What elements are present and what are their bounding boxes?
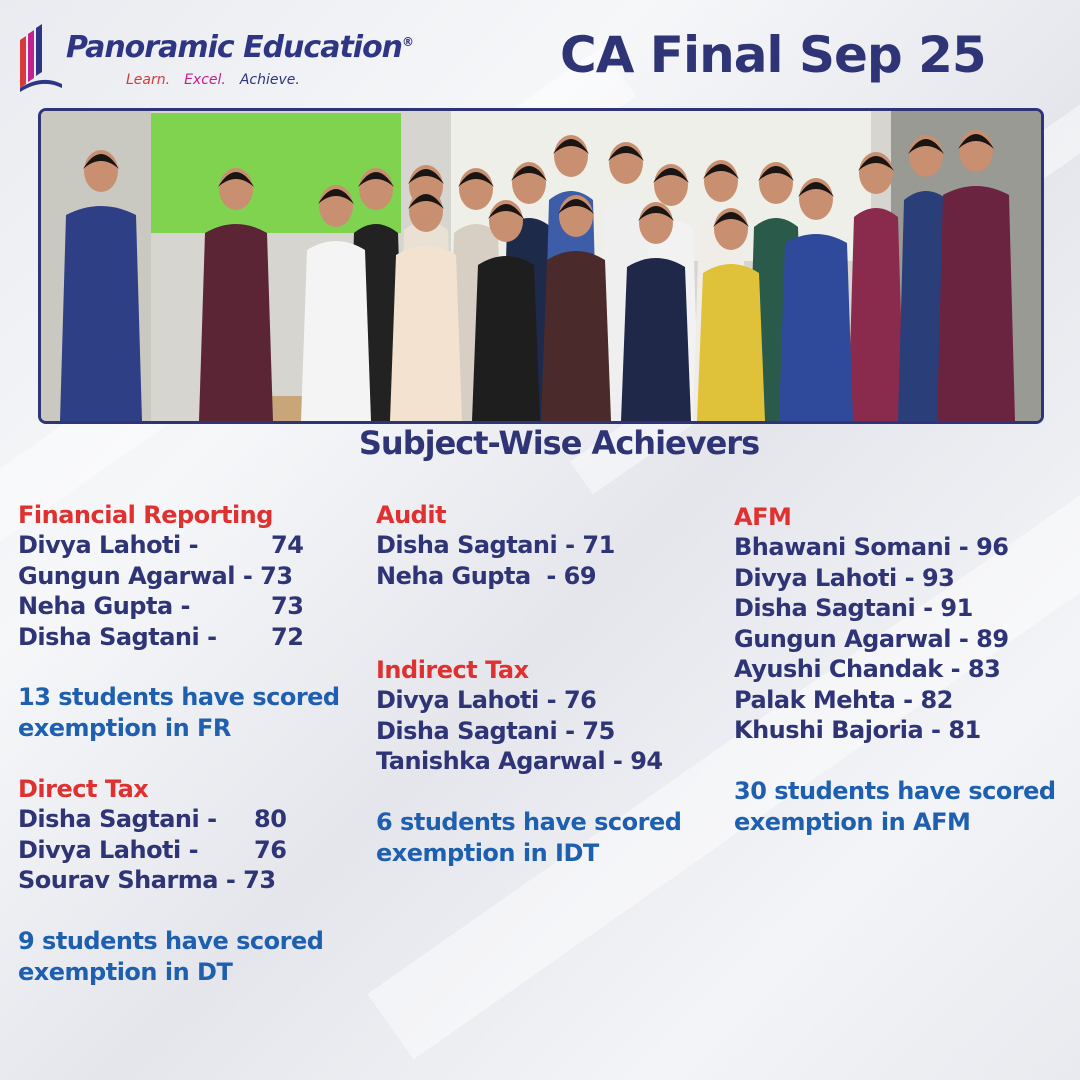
achiever-row: Neha Gupta - 73 bbox=[18, 592, 304, 620]
achiever-row: Tanishka Agarwal - 94 bbox=[376, 747, 663, 775]
achiever-row: Bhawani Somani - 96 bbox=[734, 533, 1009, 561]
achiever-row: Disha Sagtani - 71 bbox=[376, 531, 615, 559]
achiever-row: Divya Lahoti - 76 bbox=[18, 835, 287, 864]
achiever-row: Sourav Sharma - 73 bbox=[18, 866, 276, 894]
achiever-row: Disha Sagtani - 91 bbox=[734, 594, 973, 622]
section-heading: Subject-Wise Achievers bbox=[358, 424, 760, 462]
achiever-row: Khushi Bajoria - 81 bbox=[734, 716, 981, 744]
achiever-row: Divya Lahoti - 76 bbox=[376, 686, 597, 714]
exemption-note-idt: 6 students have scored exemption in IDT bbox=[376, 807, 682, 867]
section-title-audit: Audit bbox=[376, 501, 447, 529]
achiever-row: Disha Sagtani - 80 bbox=[18, 805, 287, 833]
achiever-row: Ayushi Chandak - 83 bbox=[734, 655, 1001, 683]
achiever-row: Disha Sagtani - 75 bbox=[376, 716, 615, 745]
column-right bbox=[734, 502, 1074, 838]
section-title-fr: Financial Reporting bbox=[18, 501, 273, 529]
achiever-row: Disha Sagtani - 72 bbox=[18, 622, 304, 651]
book-stack-icon bbox=[16, 22, 64, 94]
brand-name: Panoramic Education® bbox=[66, 30, 414, 65]
column-middle bbox=[376, 500, 716, 869]
section-title-dt: Direct Tax bbox=[18, 775, 149, 803]
group-photo bbox=[38, 108, 1044, 424]
exemption-note-fr: 13 students have scored exemption in FR bbox=[18, 683, 340, 742]
achiever-row: Gungun Agarwal - 73 bbox=[18, 561, 293, 590]
page-title: CA Final Sep 25 bbox=[560, 26, 986, 84]
achiever-row: Gungun Agarwal - 89 bbox=[734, 624, 1009, 653]
achiever-row: Neha Gupta - 69 bbox=[376, 561, 597, 590]
section-title-afm: AFM bbox=[734, 503, 792, 531]
brand-tagline: Learn. Excel. Achieve. bbox=[126, 72, 300, 88]
achiever-row: Divya Lahoti - 74 bbox=[18, 531, 304, 559]
achiever-row: Palak Mehta - 82 bbox=[734, 685, 953, 714]
section-title-idt: Indirect Tax bbox=[376, 656, 529, 684]
column-left bbox=[18, 500, 358, 988]
brand-logo bbox=[16, 22, 414, 97]
achiever-row: Divya Lahoti - 93 bbox=[734, 563, 955, 592]
exemption-note-dt: 9 students have scored exemption in DT bbox=[18, 926, 324, 986]
exemption-note-afm: 30 students have scored exemption in AFM bbox=[734, 776, 1056, 836]
